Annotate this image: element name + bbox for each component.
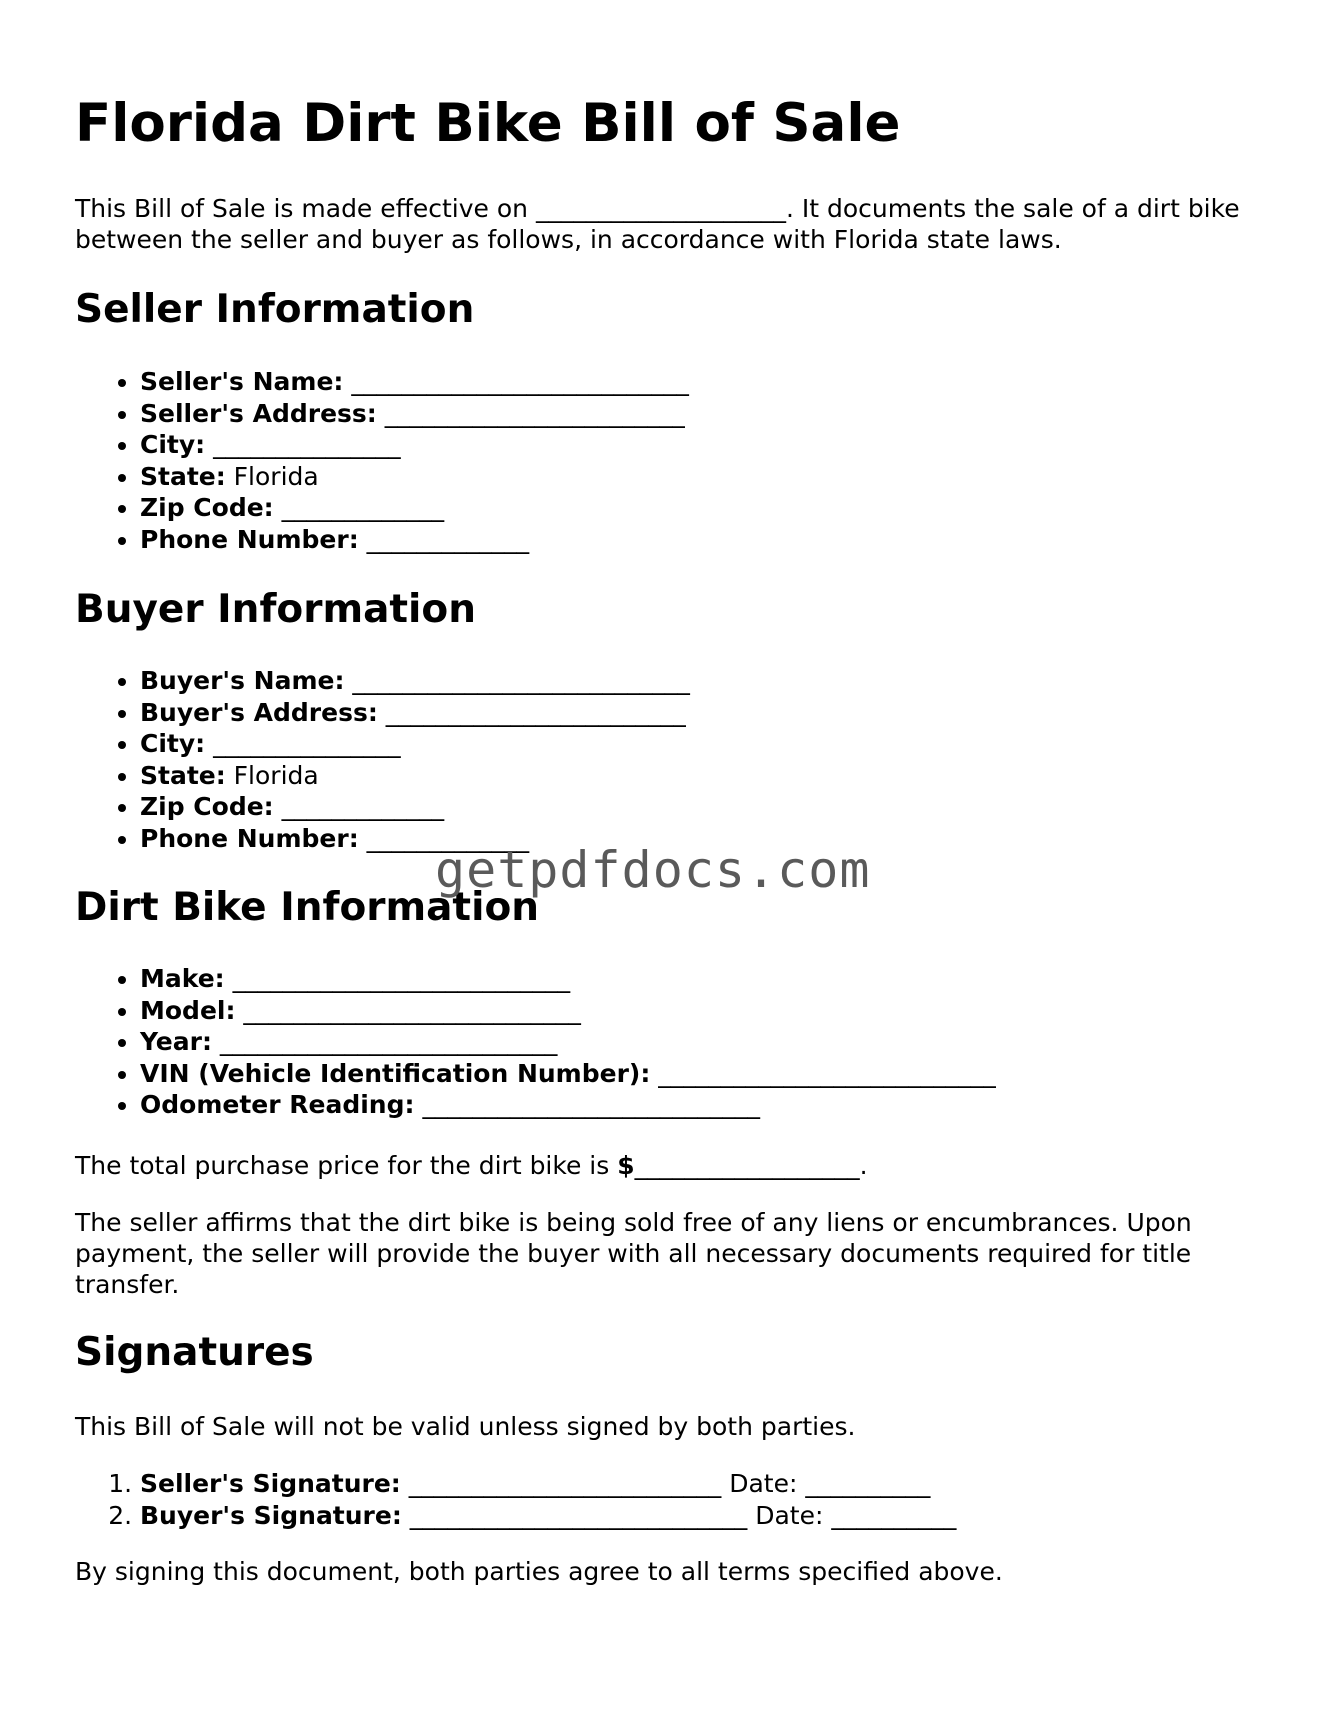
bike-vin-item: • VIN (Vehicle Identification Number): ___________________________ (140, 1058, 1290, 1090)
seller-list (75, 366, 1290, 555)
price-paragraph: The total purchase price for the dirt bike is $__________________. (75, 1151, 868, 1180)
buyer-list (75, 665, 1290, 854)
bike-model-item: • Model: ___________________________ (140, 995, 1290, 1027)
signature-list (75, 1468, 1290, 1531)
signatures-heading: Signatures (75, 1330, 314, 1375)
bike-list (75, 963, 1290, 1121)
bike-heading: Dirt Bike Information (75, 885, 540, 930)
intro-paragraph: This Bill of Sale is made effective on ____________________. It documents the sale of a dirt bike between the seller and buyer as follows, in accordance with Florida state laws. (75, 194, 1240, 254)
seller-phone-item: • Phone Number: _____________ (140, 524, 1290, 556)
bike-make-item: • Make: ___________________________ (140, 963, 1290, 995)
seller-heading: Seller Information (75, 287, 475, 332)
bike-year-item: • Year: ___________________________ (140, 1026, 1290, 1058)
closing-paragraph: By signing this document, both parties agree to all terms specified above. (75, 1557, 1003, 1586)
buyer-phone-item: • Phone Number: _____________ (140, 823, 1290, 855)
affirmation-paragraph: The seller affirms that the dirt bike is being sold free of any liens or encumbrances. Upon payment, the seller will provide the buyer with all necessary documents required for title transfer. (75, 1208, 1192, 1299)
buyer-state-item: • State: Florida (140, 760, 1290, 792)
seller-state-item: • State: Florida (140, 461, 1290, 493)
document-title: Florida Dirt Bike Bill of Sale (75, 93, 901, 154)
seller-signature-item: 1. Seller's Signature: _________________________ Date: __________ (140, 1468, 1290, 1500)
bike-odometer-item: • Odometer Reading: ___________________________ (140, 1089, 1290, 1121)
seller-address-item: • Seller's Address: ________________________ (140, 398, 1290, 430)
buyer-signature-item: 2. Buyer's Signature: ___________________________ Date: __________ (140, 1500, 1290, 1532)
buyer-city-item: • City: _______________ (140, 728, 1290, 760)
buyer-zip-item: • Zip Code: _____________ (140, 791, 1290, 823)
signatures-note: This Bill of Sale will not be valid unless signed by both parties. (75, 1412, 856, 1441)
seller-zip-item: • Zip Code: _____________ (140, 492, 1290, 524)
buyer-address-item: • Buyer's Address: ________________________ (140, 697, 1290, 729)
buyer-name-item: • Buyer's Name: ___________________________ (140, 665, 1290, 697)
buyer-heading: Buyer Information (75, 587, 476, 632)
watermark-text: getpdfdocs.com (435, 841, 871, 899)
seller-name-item: • Seller's Name: ___________________________ (140, 366, 1290, 398)
seller-city-item: • City: _______________ (140, 429, 1290, 461)
